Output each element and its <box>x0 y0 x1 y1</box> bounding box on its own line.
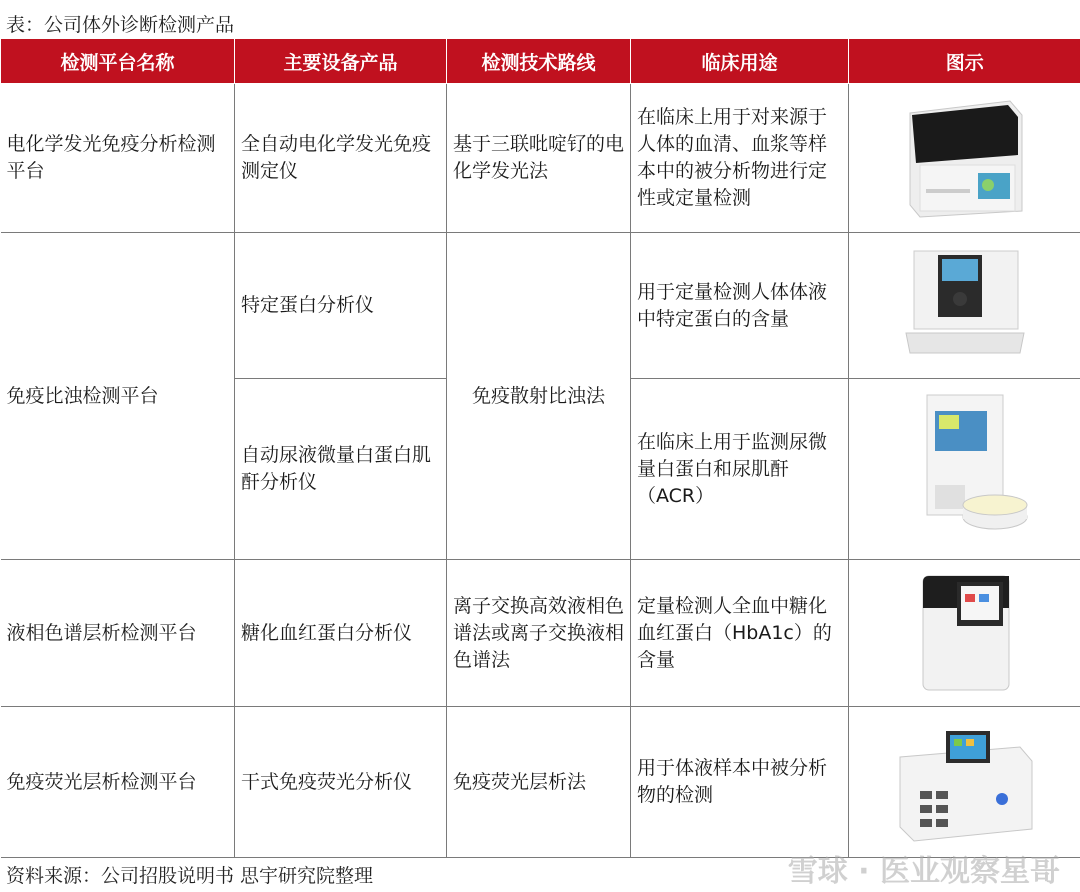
header-tech: 检测技术路线 <box>447 39 631 84</box>
ivd-products-table <box>0 38 1080 858</box>
hba1c-analyzer-image <box>895 568 1035 698</box>
image-cell <box>849 707 1080 858</box>
table-caption: 表：公司体外诊断检测产品 <box>6 14 235 36</box>
electrochemiluminescence-analyzer-image <box>890 93 1040 223</box>
platform-cell: 电化学发光免疫分析检测平台 <box>1 84 235 233</box>
table-row <box>1 707 1080 858</box>
platform-cell: 免疫比浊检测平台 <box>1 233 235 560</box>
tech-cell: 免疫荧光层析法 <box>447 707 631 858</box>
use-cell: 在临床上用于监测尿微量白蛋白和尿肌酐（ACR） <box>631 379 849 560</box>
device-cell: 特定蛋白分析仪 <box>235 233 447 379</box>
use-cell: 定量检测人全血中糖化血红蛋白（HbA1c）的含量 <box>631 560 849 707</box>
device-cell: 全自动电化学发光免疫测定仪 <box>235 84 447 233</box>
image-cell <box>849 560 1080 707</box>
platform-cell: 液相色谱层析检测平台 <box>1 560 235 707</box>
device-cell: 自动尿液微量白蛋白肌酐分析仪 <box>235 379 447 560</box>
tech-cell: 基于三联吡啶钌的电化学发光法 <box>447 84 631 233</box>
device-cell: 干式免疫荧光分析仪 <box>235 707 447 858</box>
image-cell <box>849 233 1080 379</box>
fluorescence-analyzer-image <box>890 717 1040 847</box>
image-cell <box>849 379 1080 560</box>
table-row <box>1 84 1080 233</box>
tech-cell: 免疫散射比浊法 <box>447 233 631 560</box>
header-platform: 检测平台名称 <box>1 39 235 84</box>
use-cell: 用于体液样本中被分析物的检测 <box>631 707 849 858</box>
platform-cell: 免疫荧光层析检测平台 <box>1 707 235 858</box>
source-note: 资料来源：公司招股说明书 思宇研究院整理 <box>6 865 374 887</box>
header-use: 临床用途 <box>631 39 849 84</box>
urine-microalbumin-analyzer-image <box>895 389 1035 549</box>
header-image: 图示 <box>849 39 1080 84</box>
tech-cell: 离子交换高效液相色谱法或离子交换液相色谱法 <box>447 560 631 707</box>
device-cell: 糖化血红蛋白分析仪 <box>235 560 447 707</box>
use-cell: 在临床上用于对来源于人体的血清、血浆等样本中的被分析物进行定性或定量检测 <box>631 84 849 233</box>
image-cell <box>849 84 1080 233</box>
table-row <box>1 233 1080 379</box>
use-cell: 用于定量检测人体体液中特定蛋白的含量 <box>631 233 849 379</box>
table-row <box>1 560 1080 707</box>
specific-protein-analyzer-image <box>890 241 1040 371</box>
header-row <box>1 39 1080 84</box>
header-device: 主要设备产品 <box>235 39 447 84</box>
watermark: 雪球 · 医业观察星哥 <box>787 854 1060 889</box>
